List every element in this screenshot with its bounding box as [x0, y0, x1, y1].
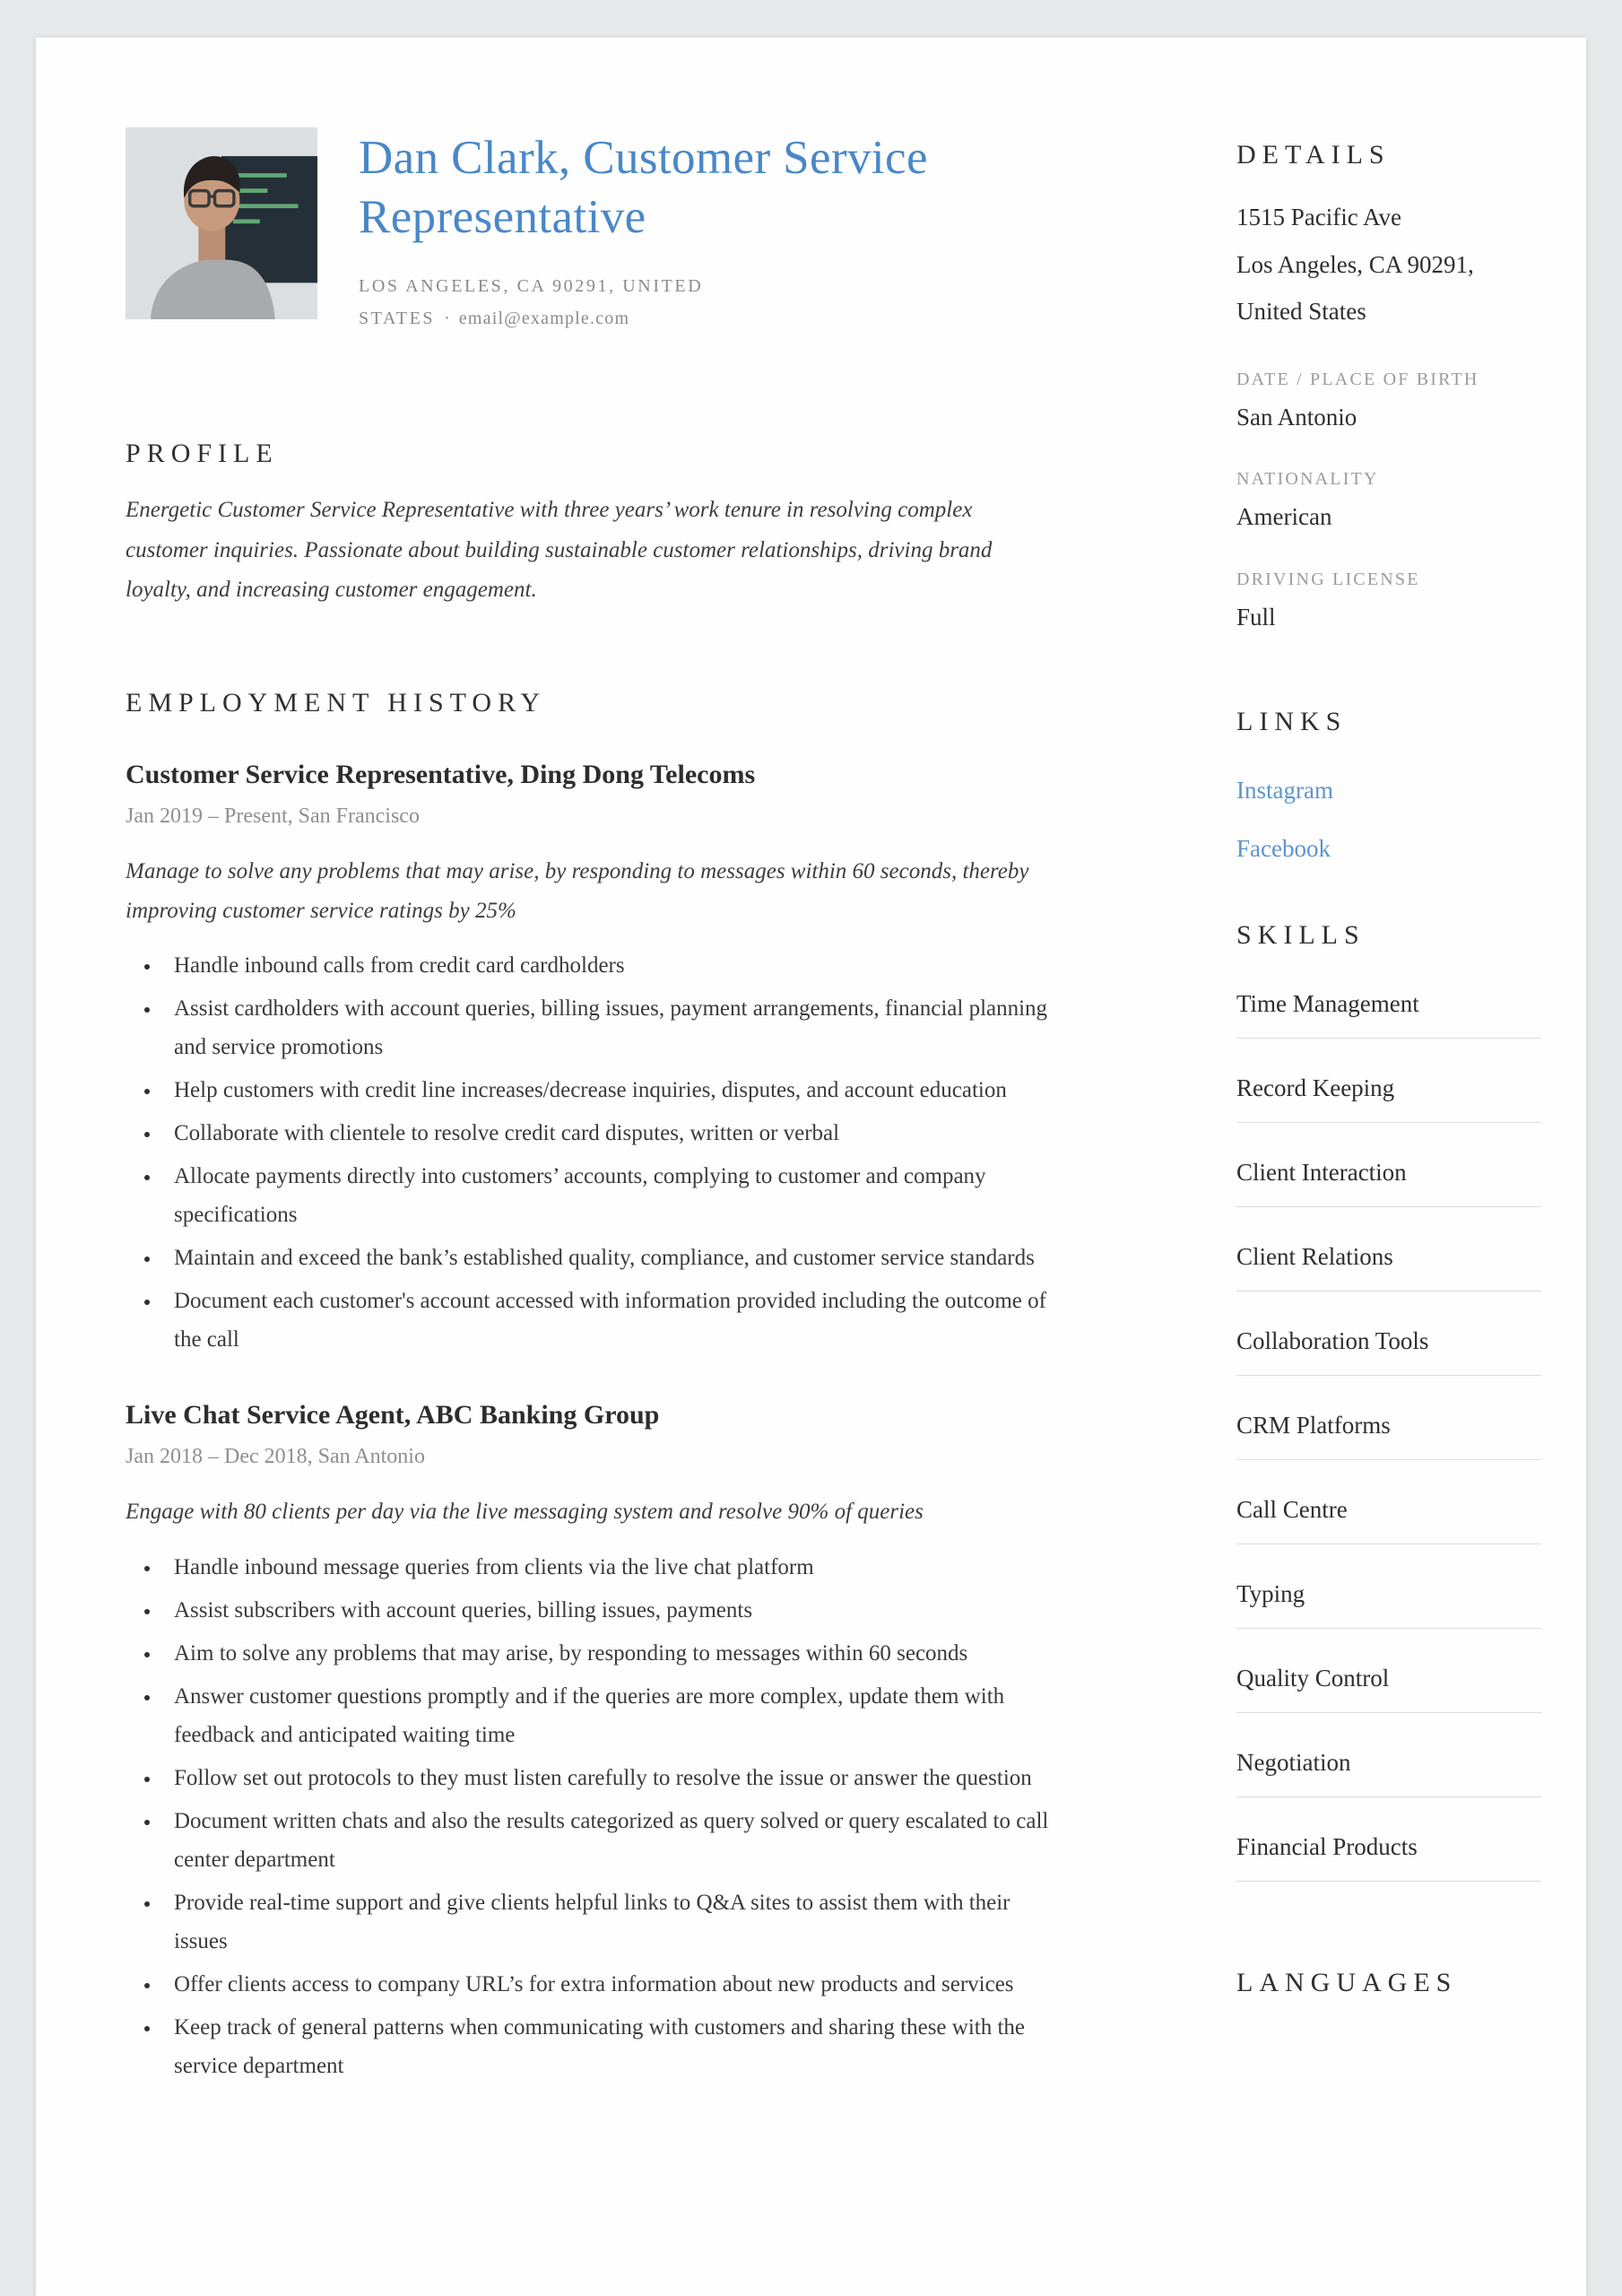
- bullet-item: • Allocate payments directly into customers’ accounts, complying to customer and company specifications: [161, 1157, 1066, 1234]
- separator-dot: ·: [444, 309, 450, 329]
- license-value: Full: [1236, 603, 1276, 631]
- profile-heading: PROFILE: [126, 439, 279, 469]
- bullet-item: • Keep track of general patterns when communicating with customers and sharing these with the service department: [161, 2008, 1066, 2085]
- birth-label: DATE / PLACE OF BIRTH: [1236, 369, 1479, 389]
- profile-photo: [126, 127, 317, 319]
- skills-heading: SKILLS: [1236, 920, 1366, 951]
- address-line-1: 1515 Pacific Ave: [1236, 204, 1401, 230]
- job-entry: [126, 760, 1066, 1360]
- nationality-label: NATIONALITY: [1236, 469, 1379, 490]
- job-summary: Engage with 80 clients per day via the live messaging system and resolve 90% of queries: [126, 1500, 924, 1525]
- links-list: [1236, 777, 1541, 863]
- skill-item: Client Interaction: [1236, 1159, 1541, 1207]
- link-facebook[interactable]: Facebook: [1236, 835, 1331, 863]
- address: [1236, 194, 1541, 335]
- bullet-item: • Follow set out protocols to they must listen carefully to resolve the issue or answer the question: [161, 1759, 1066, 1797]
- skill-item: Call Centre: [1236, 1496, 1541, 1544]
- skill-item: Client Relations: [1236, 1243, 1541, 1292]
- job-title: Customer Service Representative, Ding Dong Telecoms: [126, 759, 756, 789]
- job-dates: Jan 2019 – Present, San Francisco: [126, 804, 420, 828]
- links-section: [1236, 707, 1541, 863]
- skill-item: Record Keeping: [1236, 1074, 1541, 1123]
- bullet-item: • Handle inbound calls from credit card cardholders: [161, 946, 1066, 985]
- email-link[interactable]: email@example.com: [458, 309, 630, 329]
- details-section: [1236, 140, 1541, 635]
- resume-header: [126, 127, 1066, 335]
- skills-section: [1236, 920, 1541, 1882]
- job-entry: [126, 1400, 1066, 2085]
- links-heading: LINKS: [1236, 707, 1348, 737]
- languages-section: [1236, 1968, 1541, 1998]
- job-title: Live Chat Service Agent, ABC Banking Group: [126, 1400, 660, 1431]
- bullet-item: • Document written chats and also the results categorized as query solved or query escalated to call center department: [161, 1802, 1066, 1879]
- employment-heading: EMPLOYMENT HISTORY: [126, 687, 547, 718]
- profile-section: [126, 439, 1066, 611]
- skill-item: Collaboration Tools: [1236, 1327, 1541, 1376]
- languages-heading: LANGUAGES: [1236, 1968, 1458, 1998]
- contact-line: [359, 270, 861, 335]
- skill-item: Negotiation: [1236, 1749, 1541, 1797]
- link-instagram[interactable]: Instagram: [1236, 777, 1333, 804]
- main-column: [126, 127, 1066, 2242]
- header-text: [359, 127, 1066, 335]
- job-bullet-list: [126, 1548, 1066, 2085]
- bullet-item: • Handle inbound message queries from clients via the live chat platform: [161, 1548, 1066, 1587]
- bullet-item: • Collaborate with clientele to resolve credit card disputes, written or verbal: [161, 1114, 1066, 1152]
- sidebar: [1236, 127, 1541, 2242]
- name-title: Dan Clark, Customer Service Representative: [359, 132, 928, 243]
- job-bullet-list: [126, 946, 1066, 1359]
- job-dates: Jan 2018 – Dec 2018, San Antonio: [126, 1445, 425, 1469]
- job-summary: Manage to solve any problems that may arise, by responding to messages within 60 seconds, thereby improving customer service ratings by 25%: [126, 858, 1029, 923]
- bullet-item: • Answer customer questions promptly and if the queries are more complex, update them with feedback and anticipated waiting time: [161, 1677, 1066, 1754]
- skill-item: Quality Control: [1236, 1665, 1541, 1713]
- bullet-item: • Maintain and exceed the bank’s established quality, compliance, and customer service standards: [161, 1239, 1066, 1277]
- profile-text: Energetic Customer Service Representative with three years’ work tenure in resolving complex customer inquiries. Passionate about building sustainable customer relationships, driving brand loyalty, and increasing customer engagement.: [126, 498, 993, 603]
- bullet-item: • Offer clients access to company URL’s for extra information about new products and services: [161, 1965, 1066, 2004]
- bullet-item: • Assist subscribers with account queries, billing issues, payments: [161, 1591, 1066, 1630]
- skill-item: CRM Platforms: [1236, 1412, 1541, 1460]
- license-label: DRIVING LICENSE: [1236, 569, 1420, 589]
- birth-value: San Antonio: [1236, 403, 1357, 430]
- bullet-item: • Aim to solve any problems that may arise, by responding to messages within 60 seconds: [161, 1634, 1066, 1673]
- location-text: LOS ANGELES, CA 90291, UNITED STATES: [359, 276, 704, 329]
- bullet-item: • Document each customer's account accessed with information provided including the outcome of the call: [161, 1282, 1066, 1359]
- nationality-value: American: [1236, 503, 1332, 531]
- skill-item: Time Management: [1236, 990, 1541, 1039]
- resume-page: [36, 38, 1586, 2296]
- bullet-item: • Provide real-time support and give clients helpful links to Q&A sites to assist them with their issues: [161, 1883, 1066, 1961]
- skill-item: Typing: [1236, 1580, 1541, 1629]
- person-portrait-icon: [126, 127, 317, 319]
- bullet-item: • Help customers with credit line increases/decrease inquiries, disputes, and account education: [161, 1071, 1066, 1109]
- address-line-2: Los Angeles, CA 90291, United States: [1236, 250, 1474, 326]
- details-heading: DETAILS: [1236, 140, 1391, 170]
- employment-section: [126, 688, 1066, 2085]
- skill-item: Financial Products: [1236, 1833, 1541, 1882]
- bullet-item: • Assist cardholders with account queries, billing issues, payment arrangements, financial planning and service promotions: [161, 989, 1066, 1066]
- skills-list: [1236, 990, 1541, 1882]
